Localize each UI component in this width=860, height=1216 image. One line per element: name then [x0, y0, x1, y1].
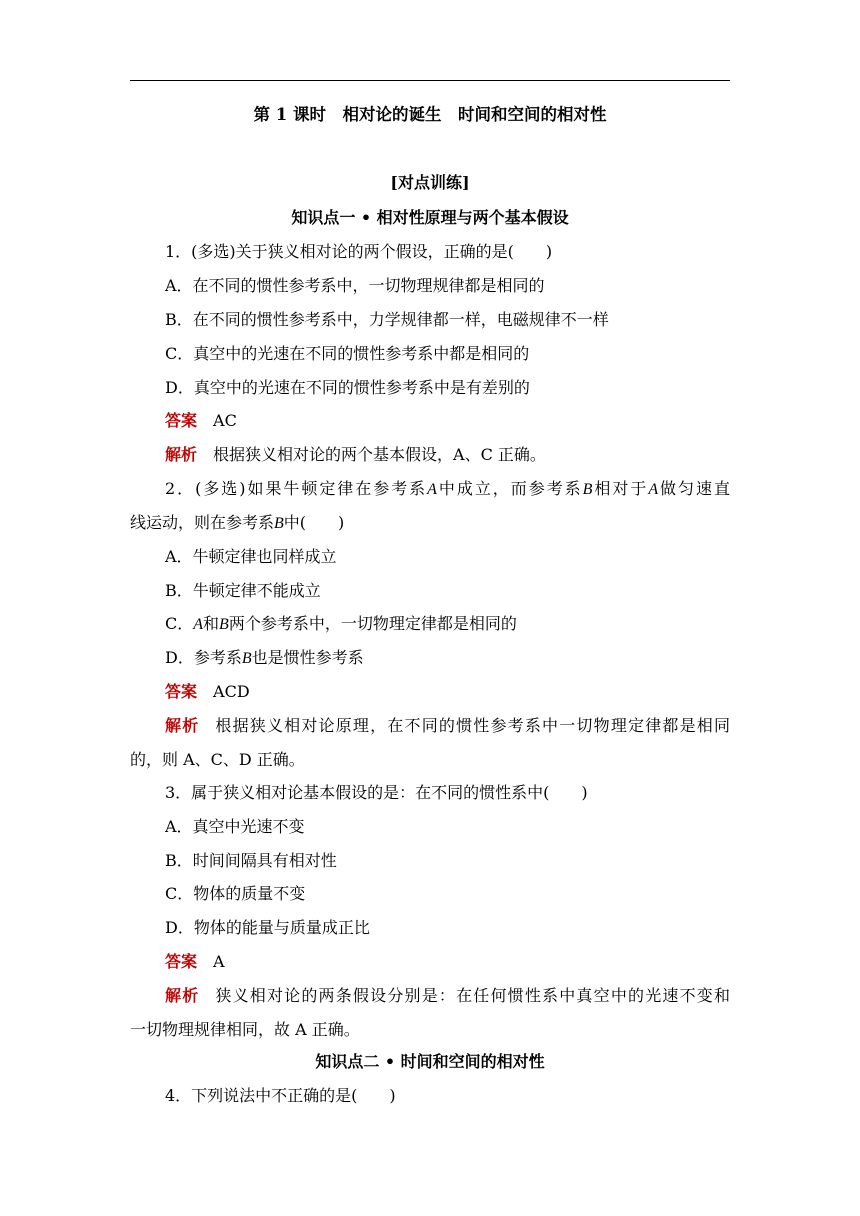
header-rule [130, 80, 730, 81]
q2-option-d-part1: D．参考系 [165, 648, 242, 667]
answer-label: 答案 [165, 682, 198, 701]
q3-analysis-text1: 狭义相对论的两条假设分别是：在任何惯性系中真空中的光速不变和 [215, 986, 730, 1005]
q2-stem-line2 [130, 512, 344, 535]
topic-heading-2: 知识点二 • 时间和空间的相对性 [315, 1052, 545, 1071]
q2-option-a: A．牛顿定律也同样成立 [165, 547, 337, 566]
answer-label: 答案 [165, 952, 198, 971]
lesson-title: 第 1 课时 相对论的诞生 时间和空间的相对性 [253, 105, 607, 124]
q1-option-d: D．真空中的光速在不同的惯性参考系中是有差别的 [165, 378, 530, 397]
q3-answer-value: A [213, 952, 225, 971]
q1-answer [165, 410, 237, 432]
q2-answer-value: ACD [213, 682, 250, 701]
q1-stem: 1．(多选)关于狭义相对论的两个假设，正确的是( ) [165, 242, 553, 261]
q1-answer-value: AC [213, 411, 237, 430]
q2-var-a: A [427, 481, 437, 498]
q1-option-b: B．在不同的惯性参考系中，力学规律都一样，电磁规律不一样 [165, 310, 609, 329]
q1-option-a: A．在不同的惯性参考系中，一切物理规律都是相同的 [165, 276, 545, 295]
q2-analysis-text1: 根据狭义相对论原理，在不同的惯性参考系中一切物理定律都是相同 [215, 716, 730, 735]
q3-answer [165, 951, 225, 973]
q2-option-d-part2: 也是惯性参考系 [251, 648, 364, 667]
q2-analysis-line2: 的，则 A、C、D 正确。 [130, 750, 305, 769]
q2-option-c-rest: 两个参考系中，一切物理定律都是相同的 [228, 614, 517, 633]
q1-analysis [165, 444, 546, 466]
q2-analysis-line1 [165, 715, 730, 737]
q2-var-b-3: B [219, 616, 229, 633]
q2-option-c [165, 613, 517, 636]
q2-option-d [165, 647, 364, 670]
q3-analysis-line2: 一切物理规律相同，故 A 正确。 [130, 1020, 360, 1039]
q2-option-b: B．牛顿定律不能成立 [165, 581, 321, 600]
q2-var-b-2: B [274, 515, 284, 532]
analysis-label: 解析 [165, 986, 200, 1005]
q1-option-c: C．真空中的光速在不同的惯性参考系中都是相同的 [165, 344, 530, 363]
q2-stem-part1: 2．(多选)如果牛顿定律在参考系 [165, 479, 428, 498]
q2-stem-line1 [165, 478, 730, 501]
answer-label: 答案 [165, 411, 198, 430]
q2-option-c-mid: 和 [203, 614, 220, 633]
q1-analysis-text: 根据狭义相对论的两个基本假设，A、C 正确。 [213, 445, 546, 464]
q3-option-d: D．物体的能量与质量成正比 [165, 918, 370, 937]
q3-option-b: B．时间间隔具有相对性 [165, 851, 337, 870]
topic-heading-1: 知识点一 • 相对性原理与两个基本假设 [291, 208, 569, 227]
section-heading-training: [对点训练] [390, 173, 470, 192]
q2-option-c-prefix: C． [165, 614, 194, 633]
q4-stem: 4．下列说法中不正确的是( ) [165, 1086, 396, 1105]
q2-answer [165, 681, 250, 703]
q2-stem-part4: 做匀速直 [658, 479, 730, 498]
q3-option-c: C．物体的质量不变 [165, 884, 306, 903]
q3-option-a: A．真空中光速不变 [165, 817, 305, 836]
q2-stem-part3: 相对于 [592, 479, 649, 498]
q3-analysis-line1 [165, 985, 730, 1007]
q2-stem-line2-part1: 线运动，则在参考系 [130, 513, 275, 532]
q2-var-a-3: A [193, 616, 204, 633]
analysis-label: 解析 [165, 716, 200, 735]
q3-stem: 3．属于狭义相对论基本假设的是：在不同的惯性系中( ) [165, 783, 588, 802]
analysis-label: 解析 [165, 445, 198, 464]
q2-stem-line2-part2: 中( ) [283, 513, 345, 532]
q2-var-a-2: A [648, 481, 659, 498]
q2-var-b-4: B [241, 650, 252, 667]
q2-stem-part2: 中成立，而参考系 [436, 479, 583, 498]
q2-var-b: B [582, 481, 593, 498]
